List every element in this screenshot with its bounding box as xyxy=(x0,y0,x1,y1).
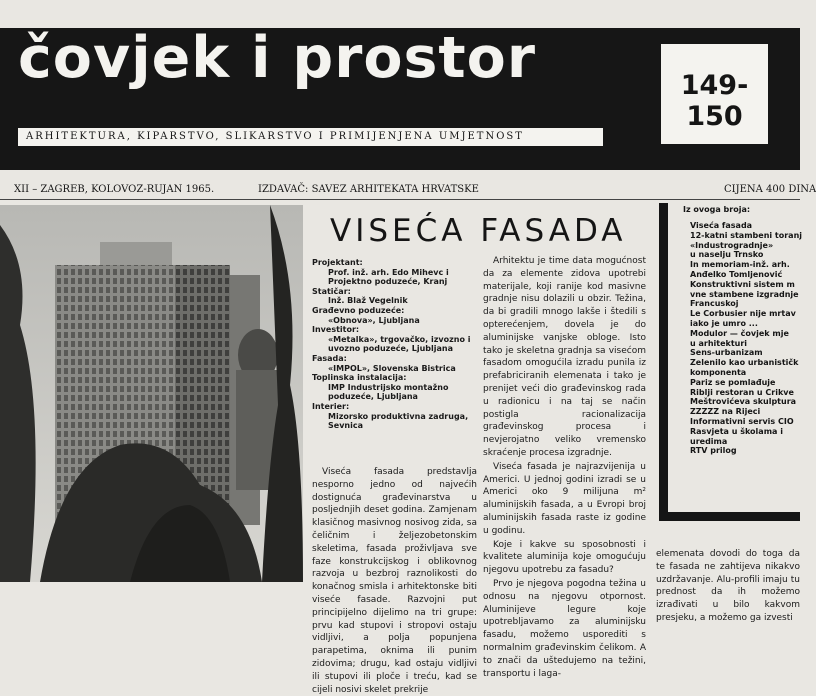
article-column-3: elemenata dovodi do toga da te fasada ne zahtijeva nikakvo uzdržavanje. Alu-profili imaju tu prednost da ih možemo izrađivati u bilo kakvom presjeku, a možemo ga izvesti xyxy=(656,549,800,623)
edition-info: XII – ZAGREB, KOLOVOZ-RUJAN 1965. xyxy=(14,184,215,195)
credit-value: Prof. inž. arh. Edo Mihevc i Projektno poduzeće, Kranj xyxy=(328,267,449,287)
info-divider xyxy=(0,199,800,200)
contents-item: Anđelko Tomljenović xyxy=(690,269,783,279)
contents-item: Rasvjeta u školama i xyxy=(690,426,783,436)
contents-item: Meštrovićeva skulptura xyxy=(690,397,797,407)
contents-item: iako je umro ... xyxy=(690,318,758,328)
credit-label: Projektant: xyxy=(312,258,363,267)
contents-item: In memoriam-inž. arh. xyxy=(690,260,790,270)
credit-value: Mizorsko produktivna zadruga, Sevnica xyxy=(328,411,469,431)
contents-item: Zelenilo kao urbanističk xyxy=(690,358,799,368)
building-photo xyxy=(0,205,303,582)
credit-value: IMP Industrijsko montažno poduzeće, Ljubljana xyxy=(328,382,449,402)
credit-label: Statičar: xyxy=(312,286,351,296)
credit-value: Inž. Blaž Vegelnik xyxy=(328,296,408,306)
credit-label: Toplinska instalacija: xyxy=(312,373,407,383)
magazine-title: čovjek i prostor xyxy=(18,25,536,91)
contents-item: Riblji restoran u Crikve xyxy=(690,387,794,397)
contents-item: u arhitekturi xyxy=(690,338,748,348)
contents-item: Modulor — čovjek mje xyxy=(690,328,789,338)
credit-label: Interier: xyxy=(312,401,350,411)
article-column-2 xyxy=(483,255,646,681)
contents-item: Viseća fasada xyxy=(690,221,753,230)
credit-label: Građevno poduzeće: xyxy=(312,305,405,315)
credit-value: «Obnova», Ljubljana xyxy=(328,315,420,325)
contents-item: Francuskoj xyxy=(690,299,739,309)
contents-item: Sens-urbanizam xyxy=(690,348,763,358)
credit-value: «Metalka», trgovačko, izvozno i uvozno poduzeće, Ljubljana xyxy=(328,334,471,354)
contents-item: vne stambene izgradnje xyxy=(690,289,799,299)
credit-value: «IMPOL», Slovenska Bistrica xyxy=(328,363,456,373)
issue-number: 149-150 xyxy=(680,70,749,132)
contents-item: Le Corbusier nije mrtav xyxy=(690,309,796,319)
credit-label: Investitor: xyxy=(312,325,360,335)
contents-item: uredima xyxy=(690,436,728,446)
magazine-subtitle: ARHITEKTURA, KIPARSTVO, SLIKARSTVO I PRIMIJENJENA UMJETNOST xyxy=(26,131,524,142)
credit-label: Fasada: xyxy=(312,353,347,363)
contents-item: komponenta xyxy=(690,367,747,377)
contents-list xyxy=(690,221,803,456)
article-headline: VISEĆA FASADA xyxy=(330,213,627,249)
article-paragraph: Viseća fasada je najrazvijenija u Americi. U jednoj godini izradi se u Americi oko 9 milijuna m² aluminijskih fasada, a u Evropi broj aluminijskih fasada raste iz godine u godinu. xyxy=(483,461,646,536)
article-paragraph: Arhitektu je time data mogućnost da za elemente zidova upotrebi materijale, koji ranije kod masivne gradnje nisu dolazili u obzir. Težina, da bi gradili mnogo lakše i štedili s opterećenjem, dovela je do aluminijske vanjske obloge. Isto tako je skeletna gradnja sa visećom fasadom omogućila izradu punila iz prefabriciranih elemenata i tako je prenijet veći dio građevinskog rada u radionicu i na taj se način postigla racionalizacija građevinskog procesa i nevjerojatno veliko vremensko skraćenje procesa izgradnje. xyxy=(483,256,646,458)
contents-item: ZZZZZ na Rijeci xyxy=(690,407,761,417)
article-paragraph: Prvo je njegova pogodna težina u odnosu na njegovu otpornost. Aluminijeve legure koje upotrebljavamo za aluminijsku fasadu, možemo usporediti s normalnim građevinskim čelikom. A to znači da uštedujemo na težini, transportu i laga- xyxy=(483,578,646,679)
article-paragraph: Koje i kakve su sposobnosti i kvalitete aluminija koje omogućuju njegovu upotrebu za fasadu? xyxy=(483,539,646,576)
contents-item: Konstruktivni sistem m xyxy=(690,279,795,289)
contents-item: 12-katni stambeni toranj xyxy=(690,230,803,240)
contents-item: u naselju Trnsko xyxy=(690,250,764,260)
publisher-info: IZDAVAČ: SAVEZ ARHITEKATA HRVATSKE xyxy=(258,184,479,195)
contents-item: «Industrogradnje» xyxy=(690,240,774,250)
contents-title: Iz ovoga broja: xyxy=(683,205,751,214)
price-info: CIJENA 400 DINA xyxy=(724,184,816,195)
credits-block xyxy=(312,258,475,431)
article-column-1: Viseća fasada predstavlja nesporno jedno od najvećih dostignuća građevinarstva u posljednjih deset godina. Zamjenam klasičnog masivnog nosivog zida, sa čeličnim i željezobetonskim skeletima, fasada proživljava sve faze konstrukcijskog i oblikovnog razvoja u bezbroj raznolikosti do konačnog smisla i arhitektonske biti viseće fasade. Razvojni put principijelno dijelimo na tri grupe: prvu kad stupovi i stropovi ostaju vidljivi, a polja popunjena parapetima, oknima ili punim zidovima; drugu, kad ostaju vidljivi ili stupovi ili ploče i treću, kad se cijeli nosivi skelet prekrije xyxy=(312,467,477,695)
contents-item: Pariz se pomlađuje xyxy=(690,377,776,387)
contents-item: RTV prilog xyxy=(690,446,737,456)
contents-item: Informativni servis CIO xyxy=(690,416,794,426)
